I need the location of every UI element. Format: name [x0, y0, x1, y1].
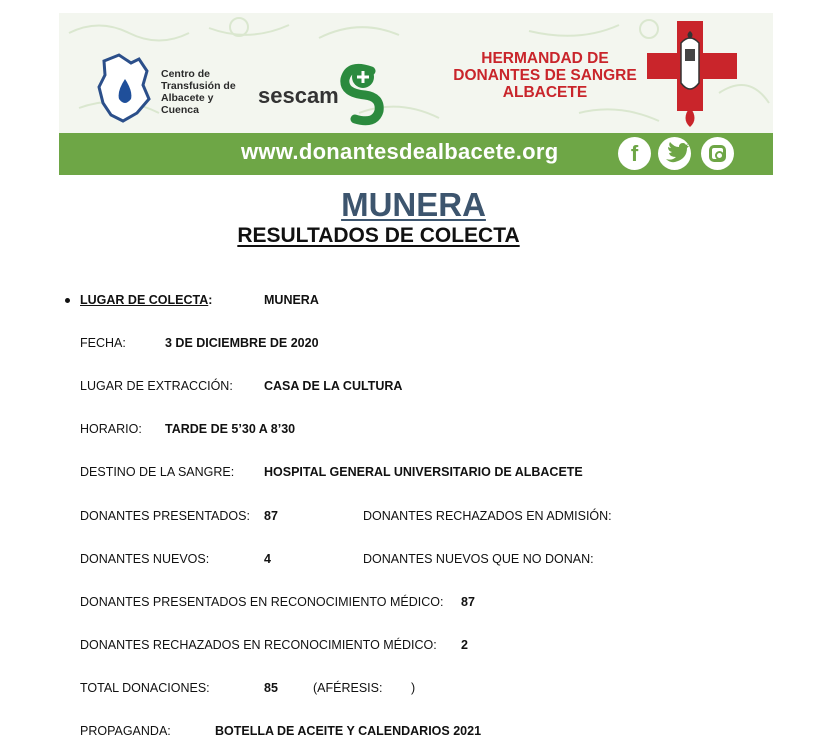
- horario-label: HORARIO:: [80, 422, 142, 436]
- website-link[interactable]: www.donantesdealbacete.org: [241, 139, 559, 164]
- lugar-colecta-label-text: LUGAR DE COLECTA: [80, 293, 209, 307]
- lugar-colecta-value: MUNERA: [264, 293, 319, 307]
- transfusion-center-name: [161, 68, 241, 116]
- blood-drop-map-icon: [99, 55, 149, 121]
- lugar-colecta-label: [80, 293, 212, 307]
- rechazados-admision-label: DONANTES RECHAZADOS EN ADMISIÓN:: [363, 509, 612, 523]
- instagram-icon[interactable]: [701, 137, 734, 170]
- destino-label: DESTINO DE LA SANGRE:: [80, 465, 235, 479]
- transfusion-center-line: Transfusión de: [161, 80, 236, 92]
- reconocimiento-value: 87: [461, 595, 475, 609]
- fecha-label: FECHA:: [80, 336, 126, 350]
- hermandad-line: HERMANDAD DE: [481, 50, 609, 67]
- aferesis-label: (AFÉRESIS:: [313, 681, 383, 695]
- page-subtitle: RESULTADOS DE COLECTA: [237, 224, 520, 247]
- twitter-icon[interactable]: [658, 137, 691, 170]
- rechazados-medico-label: DONANTES RECHAZADOS EN RECONOCIMIENTO MÉDICO:: [80, 638, 437, 652]
- aferesis-close: ): [411, 681, 416, 695]
- transfusion-center-line: Cuenca: [161, 104, 199, 116]
- extraccion-value: CASA DE LA CULTURA: [264, 379, 403, 393]
- presentados-value: 87: [264, 509, 278, 523]
- total-label: TOTAL DONACIONES:: [80, 681, 210, 695]
- hermandad-line: DONANTES DE SANGRE: [453, 67, 637, 84]
- sescam-wordmark: sescam: [258, 83, 339, 108]
- page-title: MUNERA: [341, 186, 486, 223]
- lugar-colecta-colon: :: [208, 293, 213, 307]
- nuevos-no-donan-label: DONANTES NUEVOS QUE NO DONAN:: [363, 552, 594, 566]
- fecha-value: 3 DE DICIEMBRE DE 2020: [165, 336, 319, 350]
- horario-value: TARDE DE 5’30 A 8’30: [165, 422, 296, 436]
- presentados-label: DONANTES PRESENTADOS:: [80, 509, 250, 523]
- rechazados-medico-value: 2: [461, 638, 468, 652]
- reconocimiento-label: DONANTES PRESENTADOS EN RECONOCIMIENTO MÉDICO:: [80, 595, 444, 609]
- total-value: 85: [264, 681, 278, 695]
- hermandad-name: [447, 50, 643, 101]
- extraccion-label: LUGAR DE EXTRACCIÓN:: [80, 379, 233, 393]
- hermandad-cross-logo-icon: [647, 21, 737, 127]
- bullet-point: [65, 298, 70, 303]
- propaganda-label: PROPAGANDA:: [80, 724, 171, 738]
- nuevos-label: DONANTES NUEVOS:: [80, 552, 210, 566]
- hermandad-line: ALBACETE: [502, 84, 588, 101]
- transfusion-center-line: Centro de: [161, 68, 211, 80]
- nuevos-value: 4: [264, 552, 271, 566]
- destino-value: HOSPITAL GENERAL UNIVERSITARIO DE ALBACETE: [264, 465, 583, 479]
- twitter-bird-glyph: [658, 137, 691, 170]
- header-banner: [59, 13, 773, 175]
- facebook-icon[interactable]: f: [618, 137, 651, 170]
- propaganda-value: BOTELLA DE ACEITE Y CALENDARIOS 2021: [215, 724, 482, 738]
- transfusion-center-line: Albacete y: [161, 92, 214, 104]
